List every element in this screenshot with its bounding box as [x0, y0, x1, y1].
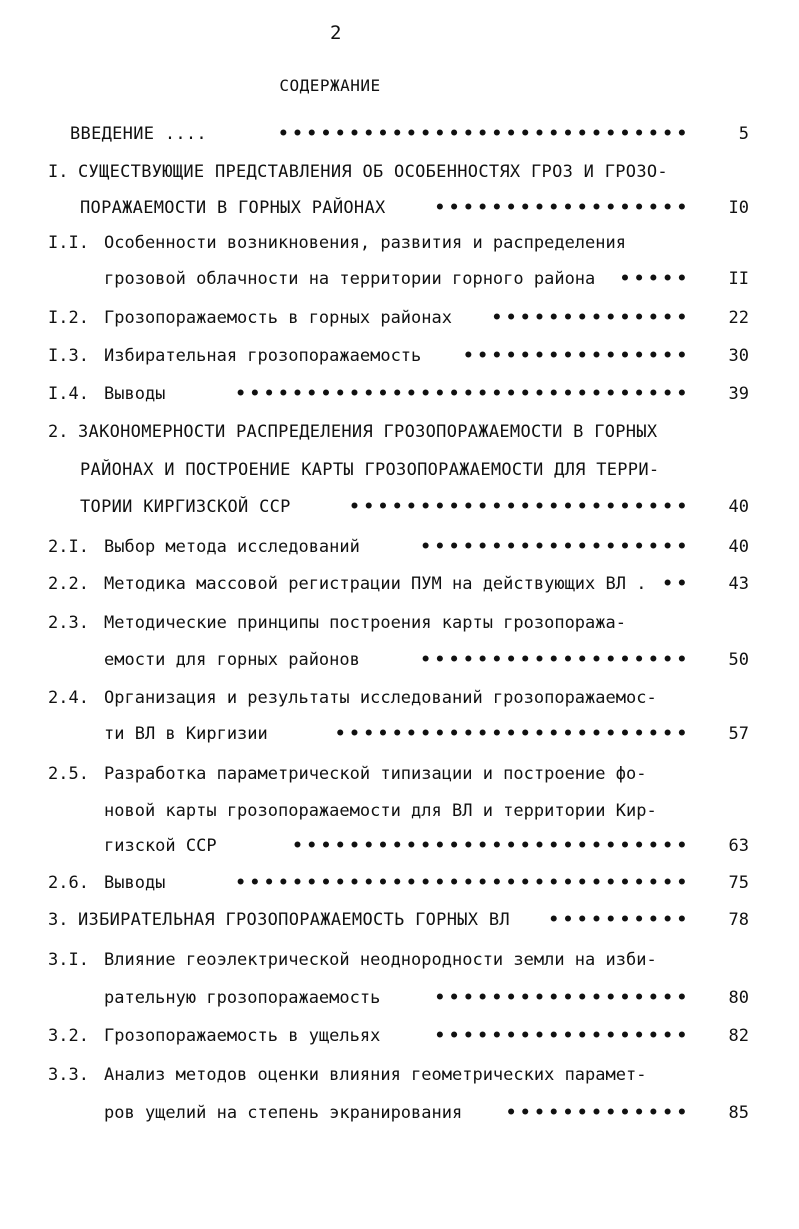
toc-entry-text: ВВЕДЕНИЕ .... — [70, 124, 207, 144]
toc-entry-number: 2.2. — [48, 574, 89, 594]
toc-entry-text: Методические принципы построения карты грозопоража- — [104, 613, 626, 633]
toc-entry-text: ТОРИИ КИРГИЗСКОЙ ССР — [80, 497, 291, 517]
toc-entry-text: Избирательная грозопоражаемость — [104, 346, 422, 366]
toc-page-number: 30 — [728, 346, 749, 366]
toc-entry-number: 2.6. — [48, 873, 89, 893]
toc-entry-text: ПОРАЖАЕМОСТИ В ГОРНЫХ РАЙОНАХ — [80, 198, 386, 218]
toc-entry-text: Методика массовой регистрации ПУМ на действующих ВЛ . — [104, 574, 647, 594]
toc-page-number: 39 — [728, 384, 749, 404]
leader-dots: ••••••••••••••••••••••••••••• — [278, 124, 691, 144]
leader-dots: •••••••••••••••••• — [434, 1026, 691, 1046]
toc-page-number: 85 — [728, 1103, 749, 1123]
toc-entry-text: ИЗБИРАТЕЛЬНАЯ ГРОЗОПОРАЖАЕМОСТЬ ГОРНЫХ ВЛ — [78, 910, 510, 930]
toc-page-number: 43 — [728, 574, 749, 594]
toc-entry-text: Влияние геоэлектрической неоднородности земли на изби- — [104, 950, 657, 970]
leader-dots: •••••••••••••••• — [463, 346, 691, 366]
toc-page-number: 75 — [728, 873, 749, 893]
toc-entry-number: I.2. — [48, 308, 89, 328]
toc-entry-text: ЗАКОНОМЕРНОСТИ РАСПРЕДЕЛЕНИЯ ГРОЗОПОРАЖАЕМОСТИ В ГОРНЫХ — [78, 422, 658, 442]
toc-entry-text: новой карты грозопоражаемости для ВЛ и территории Кир- — [104, 801, 657, 821]
toc-entry-text: емости для горных районов — [104, 650, 360, 670]
toc-entry-number: I. — [48, 162, 69, 182]
toc-entry-text: Выводы — [104, 384, 166, 404]
toc-entry-number: I.4. — [48, 384, 89, 404]
leader-dots: •••••••••••••••••••••••••••• — [292, 836, 691, 856]
toc-entry-number: 3.2. — [48, 1026, 89, 1046]
page-number: 2 — [330, 22, 342, 44]
leader-dots: ••••• — [619, 269, 691, 289]
toc-page-number: I0 — [728, 198, 749, 218]
toc-entry-number: I.3. — [48, 346, 89, 366]
leader-dots: •• — [662, 574, 691, 594]
leader-dots: •••••••••• — [548, 910, 691, 930]
toc-entry-text: Грозопоражаемость в ущельях — [104, 1026, 381, 1046]
toc-entry-text: грозовой облачности на территории горного района — [104, 269, 596, 289]
toc-page-number: 5 — [738, 124, 749, 144]
toc-entry-text: Грозопоражаемость в горных районах — [104, 308, 452, 328]
toc-page-number: 40 — [728, 497, 749, 517]
toc-entry-text: СУЩЕСТВУЮЩИЕ ПРЕДСТАВЛЕНИЯ ОБ ОСОБЕННОСТЯХ ГРОЗ И ГРОЗО- — [78, 162, 668, 182]
leader-dots: •••••••••••••••••••••••••••••••• — [235, 873, 691, 893]
toc-page-number: 63 — [728, 836, 749, 856]
leader-dots: ••••••••••••• — [505, 1103, 691, 1123]
toc-entry-number: 2.3. — [48, 613, 89, 633]
leader-dots: ••••••••••••••••••••••••• — [335, 724, 691, 744]
toc-entry-text: Выводы — [104, 873, 166, 893]
leader-dots: •••••••••••••••••• — [434, 988, 691, 1008]
toc-entry-number: 3.I. — [48, 950, 89, 970]
toc-entry-text: Анализ методов оценки влияния геометрических парамет- — [104, 1065, 647, 1085]
toc-page-number: 40 — [728, 537, 749, 557]
toc-page-number: 78 — [728, 910, 749, 930]
toc-page-number: 22 — [728, 308, 749, 328]
leader-dots: ••••••••••••••••••• — [420, 537, 691, 557]
toc-entry-number: 2.I. — [48, 537, 89, 557]
toc-page-number: 57 — [728, 724, 749, 744]
toc-entry-text: рательную грозопоражаемость — [104, 988, 381, 1008]
leader-dots: ••••••••••••••••••• — [420, 650, 691, 670]
toc-entry-number: 3.3. — [48, 1065, 89, 1085]
toc-entry-text: Особенности возникновения, развития и распределения — [104, 233, 626, 253]
toc-page-number: 50 — [728, 650, 749, 670]
toc-page-number: 82 — [728, 1026, 749, 1046]
leader-dots: •••••••••••••• — [491, 308, 691, 328]
page-title: СОДЕРЖАНИЕ — [279, 76, 381, 95]
toc-entry-text: Разработка параметрической типизации и построение фо- — [104, 764, 647, 784]
toc-page-number: 80 — [728, 988, 749, 1008]
toc-entry-number: 3. — [48, 910, 69, 930]
toc-entry-text: ров ущелий на степень экранирования — [104, 1103, 463, 1123]
leader-dots: •••••••••••••••••••••••• — [349, 497, 691, 517]
toc-entry-text: РАЙОНАХ И ПОСТРОЕНИЕ КАРТЫ ГРОЗОПОРАЖАЕМОСТИ ДЛЯ ТЕРРИ- — [80, 460, 660, 480]
toc-entry-text: Выбор метода исследований — [104, 537, 360, 557]
toc-entry-number: I.I. — [48, 233, 89, 253]
toc-entry-number: 2.4. — [48, 688, 89, 708]
toc-page-number: II — [728, 269, 749, 289]
toc-entry-text: ти ВЛ в Киргизии — [104, 724, 268, 744]
leader-dots: •••••••••••••••••• — [434, 198, 691, 218]
leader-dots: •••••••••••••••••••••••••••••••• — [235, 384, 691, 404]
toc-entry-text: гизской ССР — [104, 836, 217, 856]
toc-entry-text: Организация и результаты исследований грозопоражаемос- — [104, 688, 657, 708]
toc-entry-number: 2. — [48, 422, 69, 442]
toc-entry-number: 2.5. — [48, 764, 89, 784]
